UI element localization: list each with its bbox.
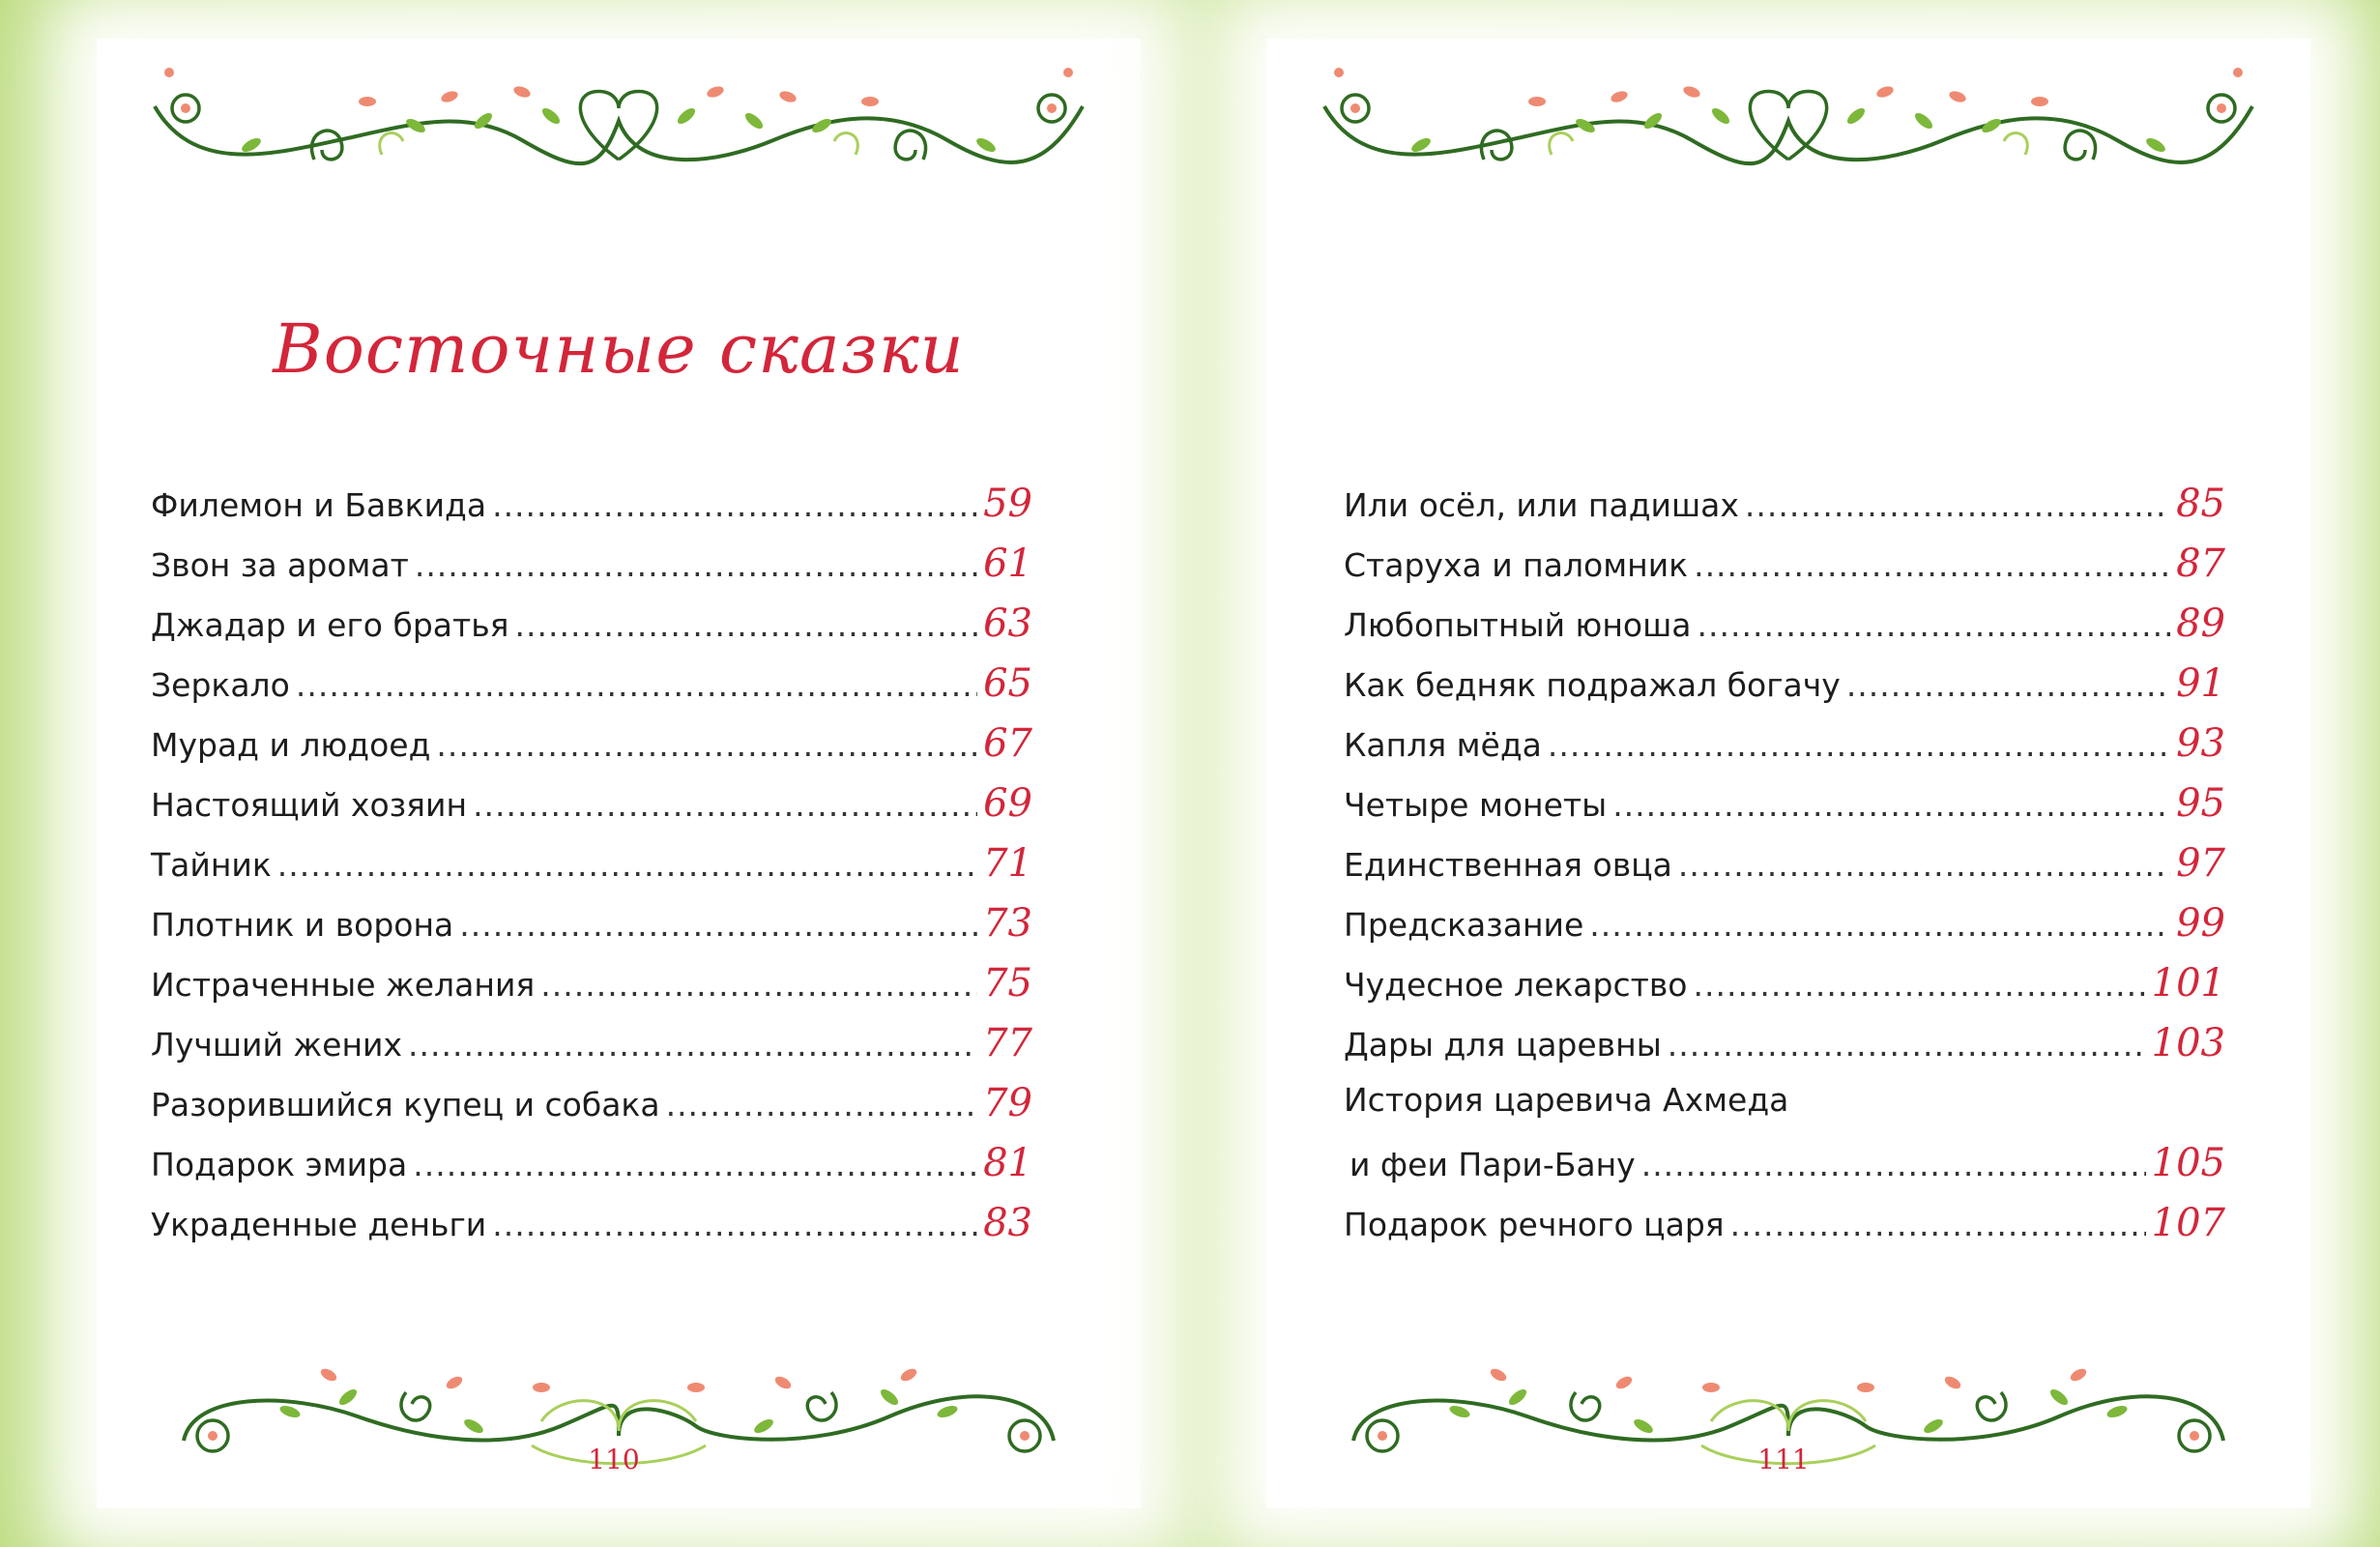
- dot-leader: [1612, 786, 2170, 824]
- dot-leader: [408, 1026, 977, 1064]
- toc-entry-page: 107: [2151, 1201, 2225, 1245]
- dot-leader: [515, 606, 978, 644]
- dot-leader: [1641, 1146, 2146, 1183]
- toc-entry-title: Или осёл, или падишах: [1344, 486, 1739, 524]
- toc-entry-title: Любопытный юноша: [1344, 606, 1692, 644]
- toc-entry-page: 105: [2151, 1141, 2225, 1185]
- table-of-contents-right: [1344, 482, 2225, 1261]
- toc-entry-title: Зеркало: [151, 666, 290, 704]
- toc-entry[interactable]: [1344, 721, 2225, 781]
- toc-entry-title: Чудесное лекарство: [1344, 966, 1688, 1004]
- toc-entry-page: 99: [2176, 901, 2225, 946]
- toc-entry-title: Дары для царевны: [1344, 1026, 1662, 1064]
- toc-entry-title: Истраченные желания: [151, 966, 536, 1004]
- toc-entry-title: Тайник: [151, 846, 272, 884]
- toc-entry-page: 97: [2176, 841, 2225, 886]
- toc-entry-title: Подарок речного царя: [1344, 1206, 1725, 1243]
- toc-entry[interactable]: [1344, 901, 2225, 961]
- toc-entry-title: Мурад и людоед: [151, 726, 431, 764]
- toc-entry-page: 65: [983, 661, 1032, 706]
- toc-entry-title: Джадар и его братья: [151, 606, 509, 644]
- left-page: [97, 39, 1141, 1508]
- toc-entry[interactable]: [151, 1081, 1032, 1141]
- dot-leader: [415, 546, 977, 584]
- toc-entry[interactable]: [151, 1141, 1032, 1201]
- toc-entry-title: Филемон и Бавкида: [151, 486, 487, 524]
- toc-entry[interactable]: [1344, 482, 2225, 541]
- toc-entry-page: 101: [2151, 961, 2225, 1006]
- dot-leader: [1745, 486, 2170, 524]
- dot-leader: [473, 786, 977, 824]
- toc-entry[interactable]: [151, 841, 1032, 901]
- toc-entry-page: 59: [983, 482, 1032, 526]
- toc-entry[interactable]: [1344, 781, 2225, 841]
- toc-entry-page: 71: [983, 841, 1032, 886]
- dot-leader: [1730, 1206, 2146, 1243]
- toc-entry[interactable]: [151, 1201, 1032, 1261]
- dot-leader: [492, 486, 977, 524]
- toc-entry-title: Звон за аромат: [151, 546, 409, 584]
- toc-entry[interactable]: [151, 721, 1032, 781]
- toc-entry-page: 95: [2176, 781, 2225, 826]
- toc-entry-page: 85: [2176, 482, 2225, 526]
- dot-leader: [1698, 606, 2171, 644]
- toc-entry-title: Украденные деньги: [151, 1206, 487, 1243]
- dot-leader: [666, 1086, 978, 1124]
- dot-leader: [1548, 726, 2170, 764]
- toc-entry[interactable]: [151, 661, 1032, 721]
- floral-ornament-top-icon: [116, 48, 1121, 184]
- toc-entry-page: 91: [2176, 661, 2225, 706]
- toc-entry[interactable]: [1344, 1081, 2225, 1141]
- dot-leader: [1589, 906, 2170, 944]
- dot-leader: [1693, 966, 2145, 1004]
- dot-leader: [459, 906, 977, 944]
- dot-leader: [436, 726, 977, 764]
- toc-entry[interactable]: [1344, 841, 2225, 901]
- toc-entry-page: 75: [983, 961, 1032, 1006]
- toc-entry[interactable]: [151, 961, 1032, 1021]
- page-number: 111: [1757, 1444, 1810, 1475]
- toc-entry[interactable]: [151, 601, 1032, 661]
- dot-leader: [413, 1146, 977, 1183]
- toc-entry-title: Единственная овца: [1344, 846, 1672, 884]
- toc-entry-page: 83: [983, 1201, 1032, 1245]
- toc-entry[interactable]: [1344, 1201, 2225, 1261]
- toc-entry-title: Четыре монеты: [1344, 786, 1608, 824]
- toc-entry-page: 61: [983, 541, 1032, 586]
- table-of-contents-left: [151, 482, 1032, 1261]
- toc-entry-title: Лучший жених: [151, 1026, 403, 1064]
- toc-entry-page: 63: [983, 601, 1032, 646]
- toc-entry-title: Настоящий хозяин: [151, 786, 468, 824]
- toc-entry[interactable]: [1344, 541, 2225, 601]
- dot-leader: [1678, 846, 2170, 884]
- toc-entry-page: 93: [2176, 721, 2225, 766]
- toc-entry[interactable]: [151, 781, 1032, 841]
- toc-entry-page: 77: [983, 1021, 1032, 1065]
- toc-entry-title: Предсказание: [1344, 906, 1584, 944]
- toc-entry-page: 87: [2176, 541, 2225, 586]
- toc-entry[interactable]: [151, 541, 1032, 601]
- toc-entry-title: Как бедняк подражал богачу: [1344, 666, 1841, 704]
- toc-entry-page: 81: [983, 1141, 1032, 1185]
- toc-entry-page: 67: [983, 721, 1032, 766]
- toc-entry-title: Подарок эмира: [151, 1146, 408, 1183]
- toc-entry[interactable]: [1344, 961, 2225, 1021]
- dot-leader: [1694, 546, 2170, 584]
- dot-leader: [1668, 1026, 2146, 1064]
- dot-leader: [296, 666, 977, 704]
- dot-leader: [540, 966, 977, 1004]
- toc-entry-title: Старуха и паломник: [1344, 546, 1689, 584]
- dot-leader: [1846, 666, 2170, 704]
- toc-entry-title: и феи Пари-Бану: [1350, 1146, 1636, 1183]
- page-number: 110: [588, 1444, 640, 1475]
- toc-entry[interactable]: [151, 482, 1032, 541]
- toc-entry[interactable]: [1344, 1021, 2225, 1081]
- right-page: [1266, 39, 2310, 1508]
- dot-leader: [492, 1206, 977, 1243]
- toc-entry-title: История царевича Ахмеда: [1344, 1081, 1789, 1119]
- toc-entry[interactable]: [151, 901, 1032, 961]
- toc-entry-page: 89: [2176, 601, 2225, 646]
- dot-leader: [277, 846, 977, 884]
- floral-ornament-top-icon: [1286, 48, 2291, 184]
- toc-entry[interactable]: [151, 1021, 1032, 1081]
- toc-entry-page: 103: [2151, 1021, 2225, 1065]
- toc-entry-title: Плотник и ворона: [151, 906, 454, 944]
- toc-entry-title: Капля мёда: [1344, 726, 1542, 764]
- toc-entry-title: Разорившийся купец и собака: [151, 1086, 660, 1124]
- toc-entry-page: 73: [983, 901, 1032, 946]
- section-title: Восточные сказки: [273, 309, 965, 389]
- toc-entry[interactable]: [1344, 601, 2225, 661]
- toc-entry[interactable]: [1344, 1141, 2225, 1201]
- toc-entry-page: 79: [983, 1081, 1032, 1125]
- toc-entry-page: 69: [983, 781, 1032, 826]
- toc-entry[interactable]: [1344, 661, 2225, 721]
